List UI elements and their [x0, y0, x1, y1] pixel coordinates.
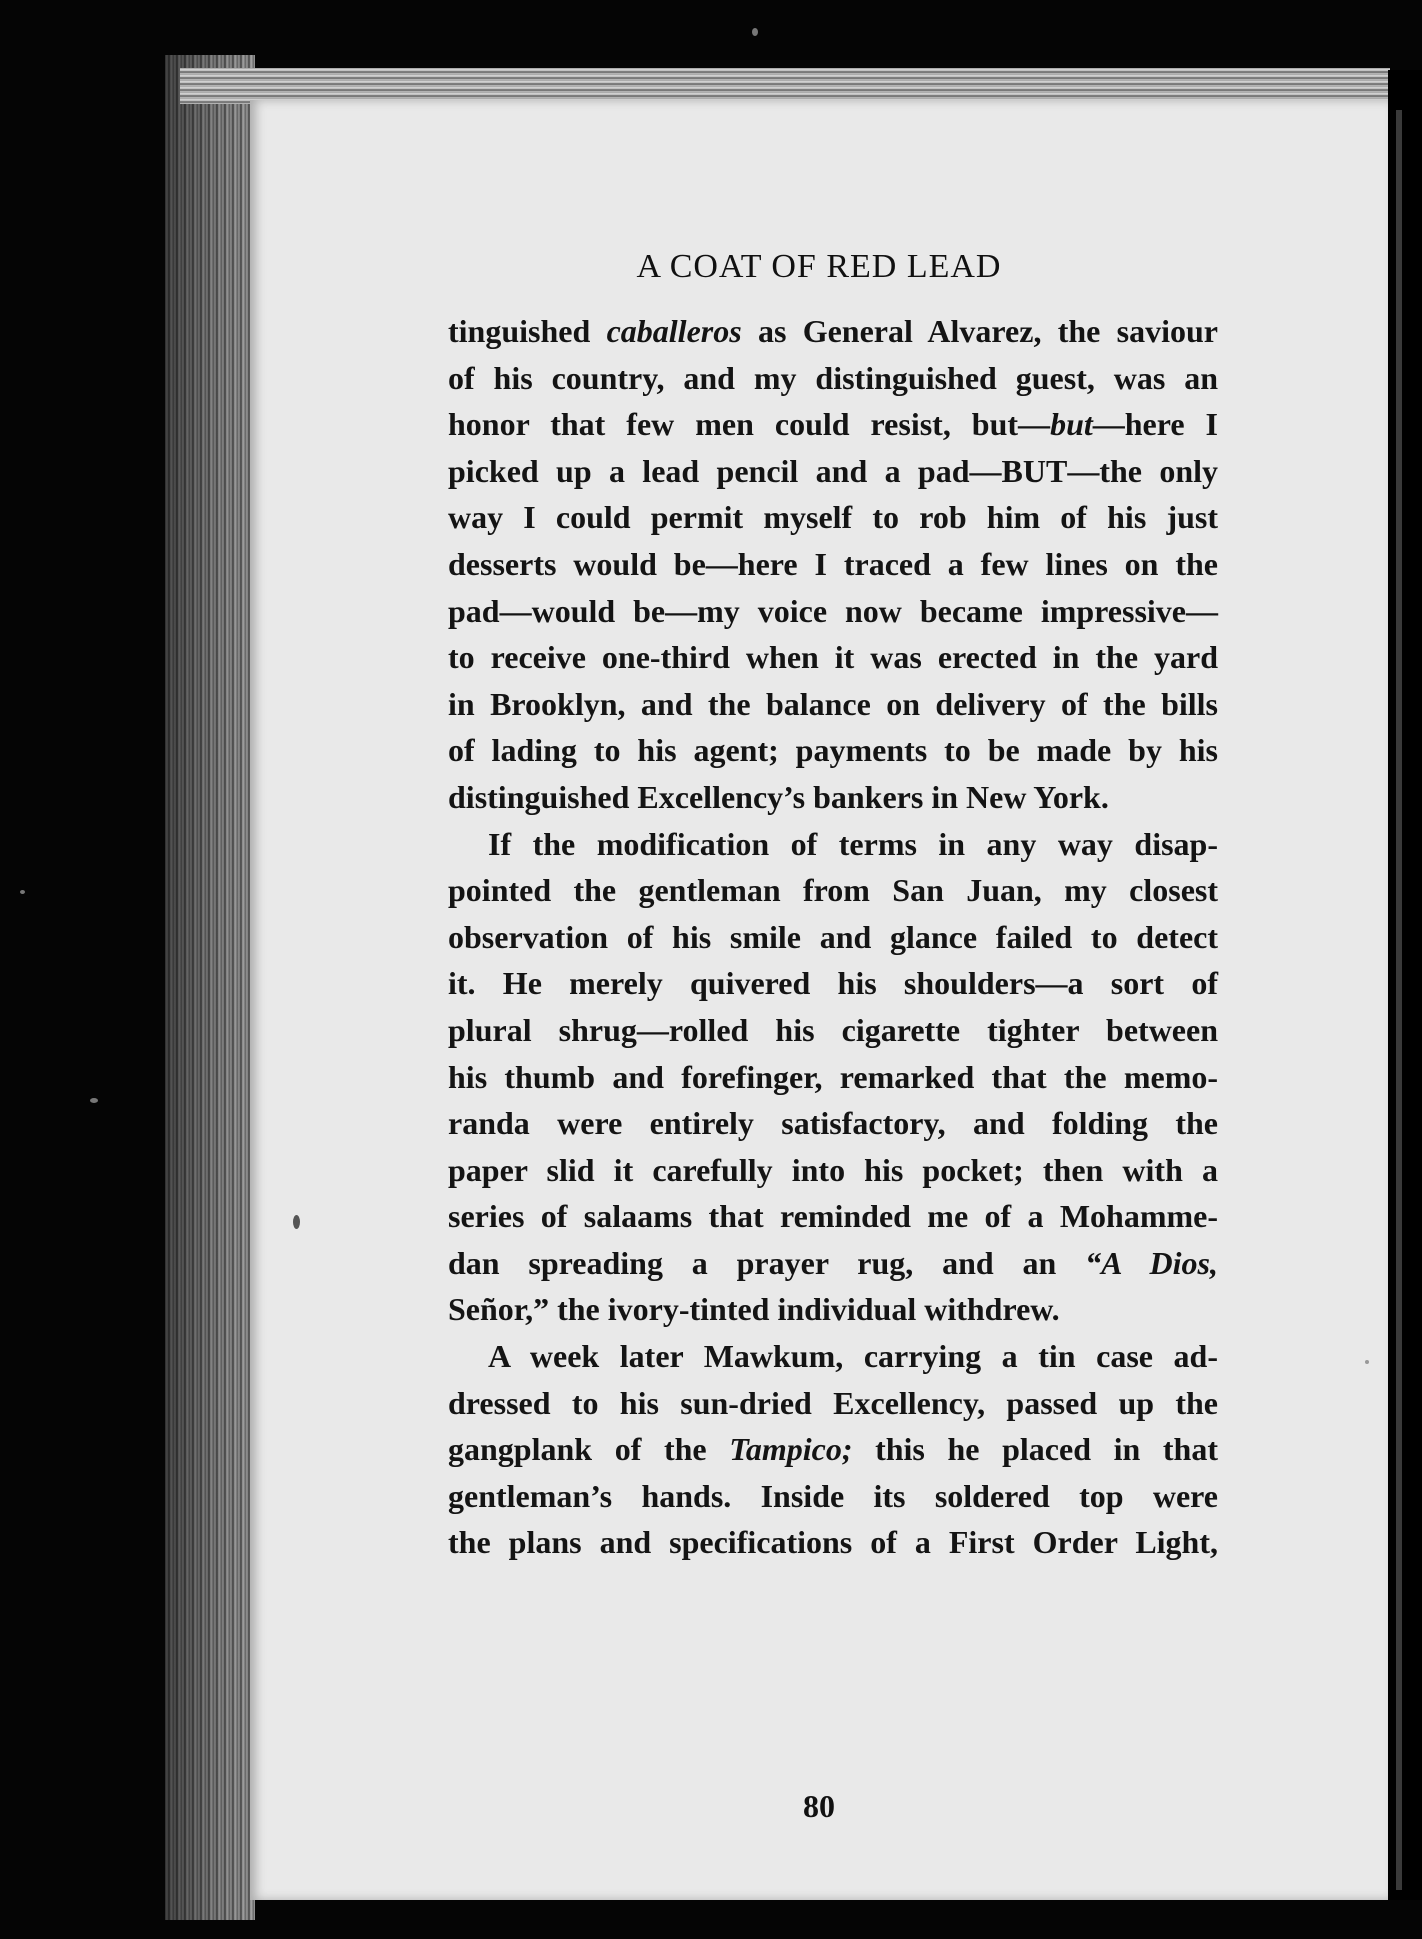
text-line	[448, 1286, 1218, 1333]
text-segment: randa were entirely satisfactory, and folding the	[448, 1105, 1218, 1142]
italic-text: “A Dios,	[1085, 1244, 1219, 1281]
text-line	[448, 448, 1218, 495]
scan-speck	[90, 1098, 98, 1103]
text-line	[448, 1100, 1218, 1147]
text-line	[448, 681, 1218, 728]
text-segment: paper slid it carefully into his pocket; then with a	[448, 1151, 1218, 1188]
body-text	[448, 308, 1218, 1566]
next-page-edge	[1396, 110, 1402, 1890]
text-segment: as General Alvarez, the saviour	[741, 313, 1219, 349]
text-segment: A week later Mawkum, carrying a tin case ad-	[488, 1338, 1218, 1375]
text-line	[448, 727, 1218, 774]
text-line	[448, 541, 1218, 588]
book-top-edges	[180, 68, 1390, 104]
text-segment: Señor,” the ivory-tinted individual withdrew.	[448, 1291, 1060, 1328]
text-segment: series of salaams that reminded me of a Mohamme-	[448, 1198, 1218, 1235]
text-segment: of lading to his agent; payments to be made by his	[448, 732, 1218, 769]
next-page-gutter	[1388, 70, 1422, 1900]
text-line	[448, 1007, 1218, 1054]
text-segment: picked up a lead pencil and a pad—BUT—the only	[448, 452, 1218, 489]
text-line	[448, 867, 1218, 914]
text-line	[448, 588, 1218, 635]
text-line	[448, 1240, 1218, 1287]
text-line	[448, 1380, 1218, 1427]
text-line	[448, 401, 1218, 448]
text-segment: —here I	[1092, 406, 1219, 443]
text-segment: gangplank of the	[448, 1431, 730, 1468]
text-segment: it. He merely quivered his shoulders—a sort of	[448, 965, 1218, 1002]
text-line	[448, 1147, 1218, 1194]
text-segment: distinguished Excellency’s bankers in New York.	[448, 778, 1109, 815]
text-line	[448, 960, 1218, 1007]
book-page	[250, 100, 1388, 1900]
text-line	[448, 1426, 1218, 1473]
text-segment: gentleman’s hands. Inside its soldered top were	[448, 1477, 1218, 1514]
scan-speck	[20, 890, 25, 894]
text-line	[448, 494, 1218, 541]
page-number: 80	[803, 1788, 835, 1824]
text-segment: pad—would be—my voice now became impressive—	[448, 592, 1218, 629]
text-line	[448, 774, 1218, 821]
text-segment: tinguished	[448, 313, 607, 349]
text-line	[448, 1519, 1218, 1566]
text-segment: If the modification of terms in any way disap-	[488, 825, 1218, 862]
text-segment: of his country, and my distinguished guest, was an	[448, 359, 1218, 396]
text-segment: this he placed in that	[852, 1431, 1218, 1468]
text-segment: his thumb and forefinger, remarked that the memo-	[448, 1058, 1218, 1095]
text-segment: dressed to his sun-dried Excellency, passed up the	[448, 1384, 1218, 1421]
text-line	[448, 355, 1218, 402]
text-segment: plural shrug—rolled his cigarette tighter between	[448, 1011, 1218, 1048]
text-segment: dan spreading a prayer rug, and an	[448, 1244, 1086, 1281]
text-segment: way I could permit myself to rob him of his just	[448, 499, 1218, 536]
text-line	[448, 1473, 1218, 1520]
text-segment: in Brooklyn, and the balance on delivery of the bills	[448, 685, 1218, 722]
text-segment: pointed the gentleman from San Juan, my closest	[448, 872, 1218, 909]
text-line	[448, 634, 1218, 681]
italic-text: caballeros	[606, 313, 742, 349]
text-line	[448, 1193, 1218, 1240]
text-segment: the plans and specifications of a First Order Light,	[448, 1524, 1218, 1561]
text-segment: to receive one-third when it was erected in the yard	[448, 639, 1218, 676]
text-segment: desserts would be—here I traced a few lines on the	[448, 545, 1218, 582]
italic-text: but	[1050, 406, 1093, 443]
scan-speck	[293, 1215, 300, 1229]
scan-speck	[752, 28, 758, 36]
page-edges-shadow	[165, 55, 255, 1920]
text-line	[448, 821, 1218, 868]
text-segment: observation of his smile and glance failed to detect	[448, 918, 1218, 955]
text-line	[448, 1054, 1218, 1101]
running-head: A COAT OF RED LEAD	[636, 248, 1002, 285]
italic-text: Tampico;	[729, 1431, 853, 1468]
text-line	[448, 914, 1218, 961]
text-line	[448, 1333, 1218, 1380]
text-segment: honor that few men could resist, but—	[448, 406, 1051, 443]
text-line	[448, 308, 1218, 355]
scan-speck	[1365, 1360, 1369, 1364]
